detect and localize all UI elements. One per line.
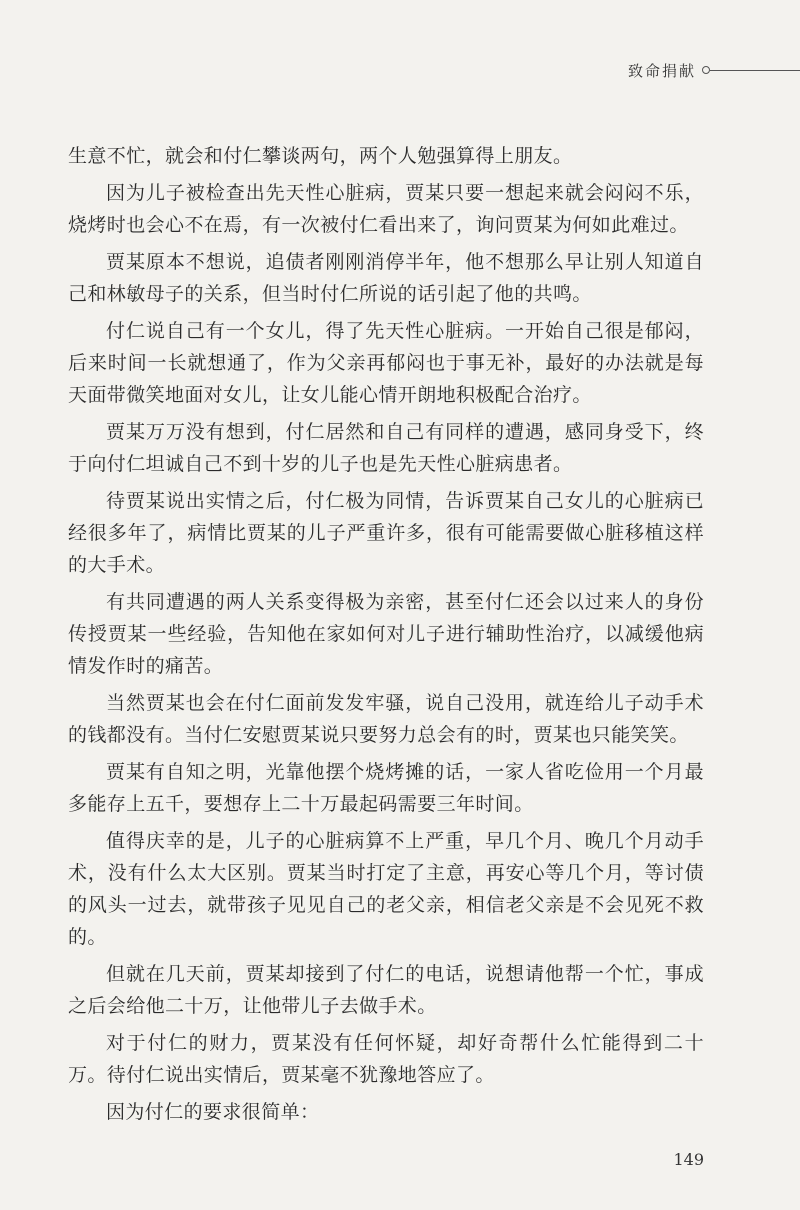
body-text bbox=[68, 140, 704, 1133]
header-circle-ornament bbox=[702, 66, 710, 74]
paragraph: 但就在几天前，贾某却接到了付仁的电话，说想请他帮一个忙，事成之后会给他二十万，让他带儿子去做手术。 bbox=[68, 963, 704, 1017]
paragraph-continued: 生意不忙，就会和付仁攀谈两句，两个人勉强算得上朋友。 bbox=[68, 145, 573, 167]
paragraph: 当然贾某也会在付仁面前发发牢骚，说自己没用，就连给儿子动手术的钱都没有。当付仁安慰贾某说只要努力总会有的时，贾某也只能笑笑。 bbox=[68, 692, 704, 746]
page-number: 149 bbox=[673, 1150, 704, 1169]
paragraph: 因为儿子被检查出先天性心脏病，贾某只要一想起来就会闷闷不乐，烧烤时也会心不在焉，有一次被付仁看出来了，询问贾某为何如此难过。 bbox=[68, 182, 704, 236]
paragraph: 因为付仁的要求很简单： bbox=[106, 1101, 320, 1123]
paragraph: 待贾某说出实情之后，付仁极为同情，告诉贾某自己女儿的心脏病已经很多年了，病情比贾某的儿子严重许多，很有可能需要做心脏移植这样的大手术。 bbox=[68, 490, 704, 576]
paragraph: 贾某有自知之明，光靠他摆个烧烤摊的话，一家人省吃俭用一个月最多能存上五千，要想存上二十万最起码需要三年时间。 bbox=[68, 761, 704, 815]
running-head bbox=[540, 56, 800, 86]
running-title: 致命捐献 bbox=[627, 62, 696, 80]
paragraph: 有共同遭遇的两人关系变得极为亲密，甚至付仁还会以过来人的身份传授贾某一些经验，告知他在家如何对儿子进行辅助性治疗，以减缓他病情发作时的痛苦。 bbox=[68, 591, 704, 677]
paragraph: 贾某原本不想说，追债者刚刚消停半年，他不想那么早让别人知道自己和林敏母子的关系，但当时付仁所说的话引起了他的共鸣。 bbox=[68, 251, 704, 305]
paragraph: 对于付仁的财力，贾某没有任何怀疑，却好奇帮什么忙能得到二十万。待付仁说出实情后，贾某毫不犹豫地答应了。 bbox=[68, 1032, 704, 1086]
paragraph: 付仁说自己有一个女儿，得了先天性心脏病。一开始自己很是郁闷，后来时间一长就想通了，作为父亲再郁闷也于事无补，最好的办法就是每天面带微笑地面对女儿，让女儿能心情开朗地积极配合治疗。 bbox=[68, 320, 704, 406]
header-rule bbox=[710, 70, 800, 71]
paragraph: 值得庆幸的是，儿子的心脏病算不上严重，早几个月、晚几个月动手术，没有什么太大区别。贾某当时打定了主意，再安心等几个月，等讨债的风头一过去，就带孩子见见自己的老父亲，相信老父亲是不会见死不救的。 bbox=[68, 830, 704, 948]
paragraph: 贾某万万没有想到，付仁居然和自己有同样的遭遇，感同身受下，终于向付仁坦诚自己不到十岁的儿子也是先天性心脏病患者。 bbox=[68, 421, 704, 475]
